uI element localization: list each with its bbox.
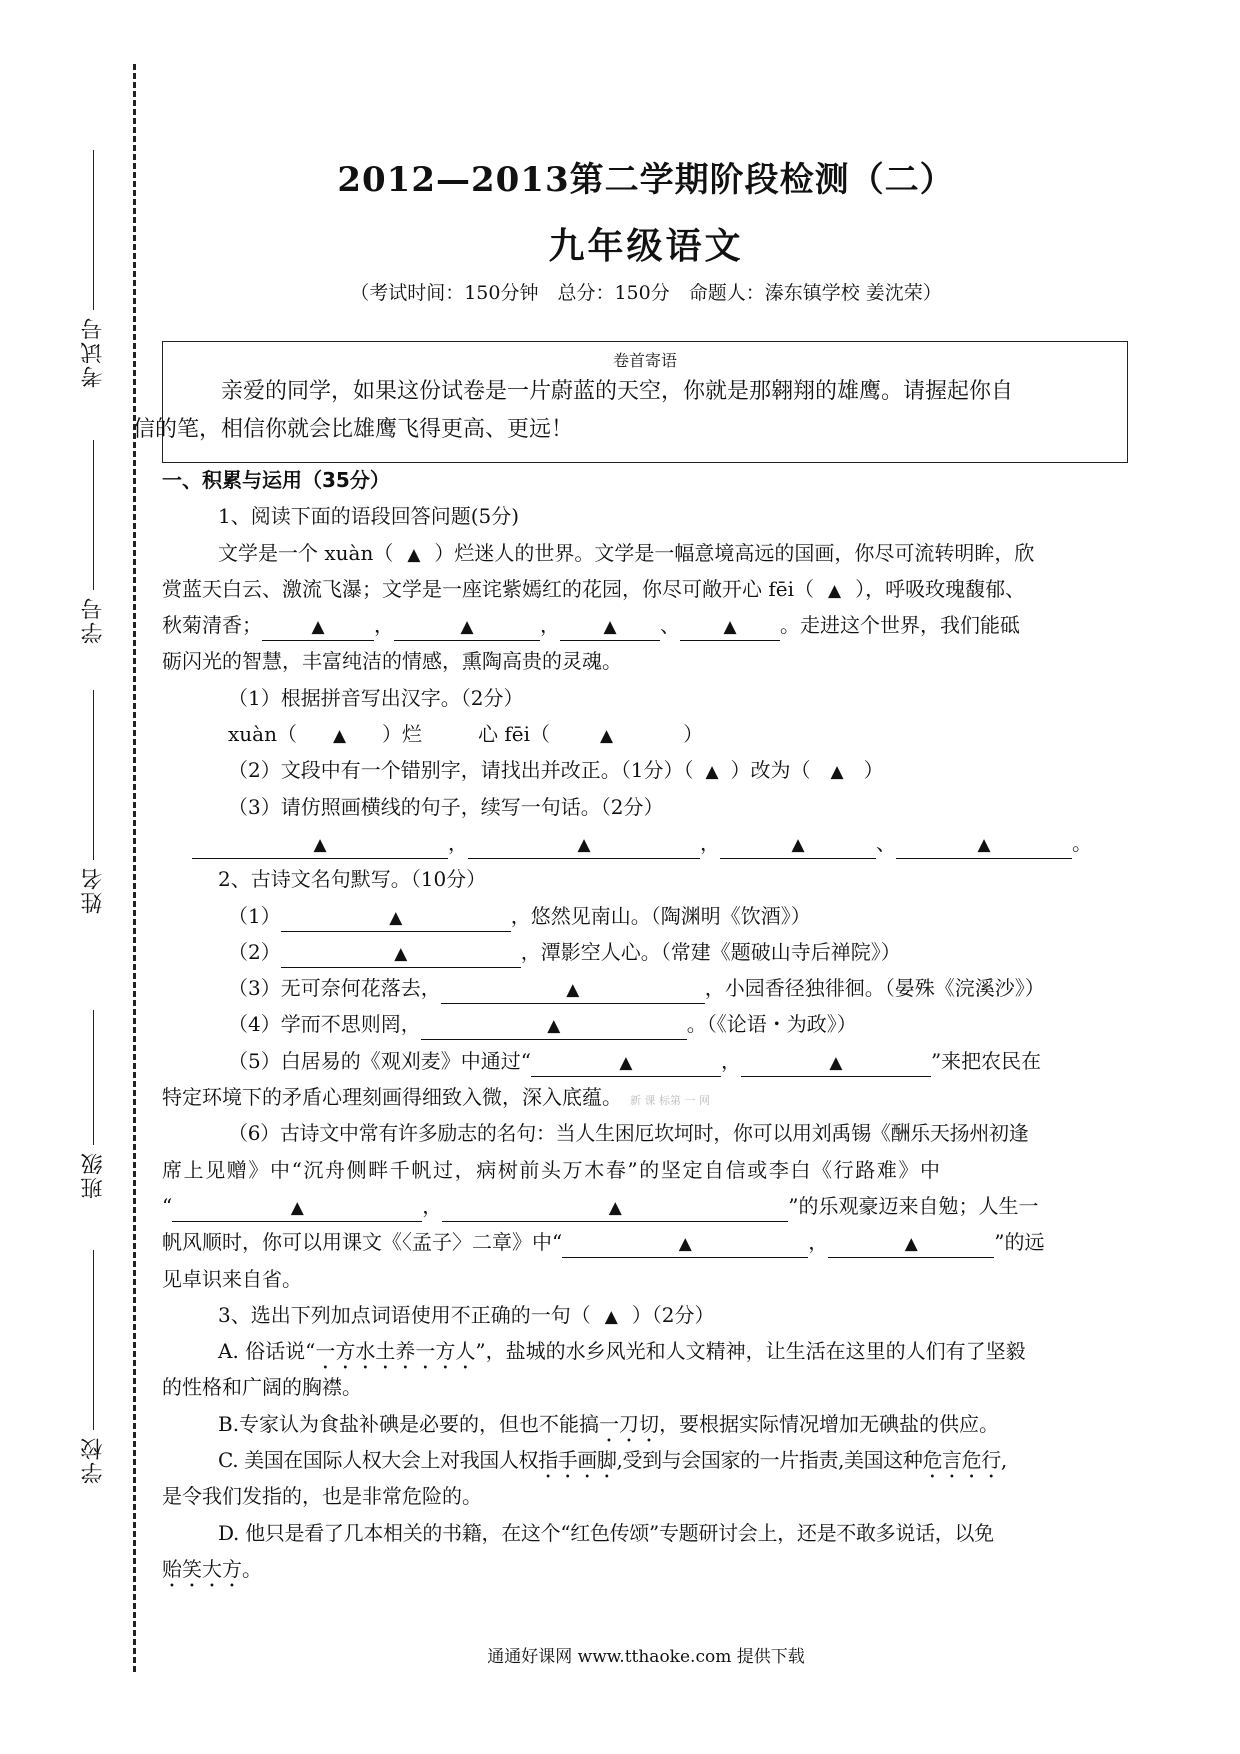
student-no-field[interactable] [78,440,108,644]
q2-item-6-line-3: “ ▲ ， ▲ ”的乐观豪迈来自勉；人生一 [162,1188,1130,1224]
exam-no-field[interactable] [78,150,108,388]
poem-blank-5a[interactable]: ▲ [531,1048,721,1077]
imitation-blank-4[interactable]: ▲ [896,830,1072,859]
q2-item-5: （5）白居易的《观刈麦》中通过“ ▲ ， ▲ ”来把农民在 [162,1043,1130,1079]
q1-sub2: （2）文段中有一个错别字，请找出并改正。（1分）（ ▲ ）改为（ ▲ ） [228,758,884,783]
q2-item-6-line-5: 见卓识来自省。 [162,1266,302,1291]
preface-line-2: 信的笔，相信你就会比雄鹰飞得更高、更远！ [133,417,574,442]
q1-para-line-3: 秋菊清香； ▲ ， ▲ ， ▲ 、 ▲ 。走进这个世界，我们能砥 [162,607,1130,643]
poem-blank-1[interactable]: ▲ [281,903,511,932]
q1-para-line-4: 砺闪光的智慧，丰富纯洁的情感，熏陶高贵的灵魂。 [162,649,622,674]
exam-subtitle: 九年级语文 [548,225,744,267]
preface-title: 卷首寄语 [612,351,677,370]
poem-blank-5b[interactable]: ▲ [741,1048,931,1077]
exam-no-label: 考试号 [80,316,106,388]
q3-option-d-line-2: 贻笑大方。 [162,1556,262,1581]
poem-blank-2[interactable]: ▲ [281,939,521,968]
q2-item-1: （1） ▲ ，悠然见南山。（陶渊明《饮酒》） [162,898,1130,934]
school-label: 学校 [80,1436,106,1484]
q1-para-line-1: 文学是一个 xuàn（ ▲ ）烂迷人的世界。文学是一幅意境高远的国画，你尽可流转明眸，欣 [218,540,1035,565]
poem-blank-6d[interactable]: ▲ [828,1229,994,1258]
q2-item-6-line-1: （6）古诗文中常有许多励志的名句：当人生困厄坎坷时，你可以用刘禹锡《酬乐天扬州初逢 [228,1121,1029,1146]
imitation-blank-3[interactable]: ▲ [720,830,876,859]
class-field[interactable] [78,1010,108,1199]
section-1-title: 一、积累与运用（35分） [162,468,390,492]
underlined-blank-3: ▲ [560,612,660,641]
class-label: 班级 [80,1151,106,1199]
underlined-blank-1: ▲ [262,612,374,641]
student-no-underline [93,440,94,590]
q3-option-d-line-1: D. 他只是看了几本相关的书籍，在这个“红色传颂”专题研讨会上，还是不敢多说话，以免 [218,1520,994,1545]
q3-option-b: B.专家认为食盐补碘是必要的，但也不能搞一刀切，要根据实际情况增加无碘盐的供应。 [218,1411,1000,1436]
q3-option-c-line-2: 是令我们发指的，也是非常危险的。 [162,1484,482,1509]
answer-blank-sub1-xuan[interactable]: ▲ [332,726,347,747]
poem-blank-6c[interactable]: ▲ [562,1229,808,1258]
preface-line-1: 亲爱的同学，如果这份试卷是一片蔚蓝的天空，你就是那翱翔的雄鹰。请握起你自 [221,379,1014,404]
q1-sub3: （3）请仿照画横线的句子，续写一句话。（2分） [228,794,664,819]
imitation-blank-1[interactable]: ▲ [192,830,448,859]
poem-blank-6a[interactable]: ▲ [172,1193,422,1222]
poem-blank-3[interactable]: ▲ [441,975,705,1004]
answer-blank-sub1-fei[interactable]: ▲ [600,726,614,747]
name-underline [93,690,94,860]
underlined-blank-2: ▲ [394,612,540,641]
q2-item-2: （2） ▲ ，潭影空人心。（常建《题破山寺后禅院》） [162,934,1130,970]
preface-text [133,373,1127,449]
q2-item-5-cont: 特定环境下的矛盾心理刻画得细致入微，深入底蕴。 新 课 标第 一 网 [162,1085,710,1110]
answer-blank-xuan[interactable]: ▲ [407,544,421,565]
question-body [162,462,1130,1587]
class-underline [93,1010,94,1145]
school-field[interactable] [78,1250,108,1484]
q3-option-a-line-1: A. 俗话说“一方水土养一方人”，盐城的水乡风光和人文精神，让生活在这里的人们有了坚毅 [218,1339,1026,1364]
binding-dashed-line [133,64,136,1672]
imitation-blank-2[interactable]: ▲ [468,830,700,859]
q1-sub1-answers: xuàn（ ▲ ）烂 心 fēi（ ▲ ） [228,722,704,747]
exam-info: （考试时间：150分钟 总分：150分 命题人：溱东镇学校 姜沈荣） [350,282,942,304]
q1-title: 1、阅读下面的语段回答问题(5分) [218,504,520,529]
student-no-label: 学号 [80,596,106,644]
answer-blank-correct-char[interactable]: ▲ [830,762,844,783]
poem-blank-4[interactable]: ▲ [421,1011,687,1040]
name-label: 姓名 [80,866,106,914]
preface-box [133,341,1128,463]
q3-title: 3、选出下列加点词语使用不正确的一句（ ▲ ）（2分） [218,1302,715,1327]
q1-sub1: （1）根据拼音写出汉字。（2分） [228,685,524,710]
underlined-blank-4: ▲ [680,612,780,641]
exam-no-underline [93,150,94,310]
name-field[interactable] [78,690,108,914]
school-underline [93,1250,94,1430]
exam-title: 2012—2013第二学期阶段检测（二） [337,160,955,200]
q2-item-4: （4）学而不思则罔， ▲ 。（《论语・为政》） [162,1006,1130,1042]
q2-title: 2、古诗文名句默写。（10分） [218,867,487,892]
q3-option-a-line-2: 的性格和广阔的胸襟。 [162,1375,362,1400]
q1-para-line-2: 赏蓝天白云、激流飞瀑；文学是一座诧紫嫣红的花园，你尽可敞开心 fēi（ ▲ ），呼吸玫瑰馥郁、 [162,576,1026,601]
page-footer: 通通好课网 www.tthaoke.com 提供下载 [487,1647,805,1667]
q2-item-6-line-4: 帆风顺时，你可以用课文《〈孟子〉二章》中“ ▲ ， ▲ ”的远 [162,1224,1130,1260]
answer-blank-q3[interactable]: ▲ [604,1306,618,1327]
faint-watermark: 新 课 标第 一 网 [630,1094,710,1108]
answer-blank-wrong-char[interactable]: ▲ [705,762,719,783]
q3-option-c-line-1: C. 美国在国际人权大会上对我国人权指手画脚,受到与会国家的一片指责,美国这种危言危行, [218,1448,1007,1473]
q2-item-6-line-2: 席上见赠》中“沉舟侧畔千帆过，病树前头万木春”的坚定自信或李白《行路难》中 [162,1157,942,1182]
answer-blank-fei[interactable]: ▲ [828,580,842,601]
q1-sub3-answers: ▲ ， ▲ ， ▲ 、 ▲ 。 [162,825,1130,861]
q2-item-3: （3）无可奈何花落去， ▲ ，小园香径独徘徊。（晏殊《浣溪沙》） [162,970,1130,1006]
poem-blank-6b[interactable]: ▲ [442,1193,788,1222]
